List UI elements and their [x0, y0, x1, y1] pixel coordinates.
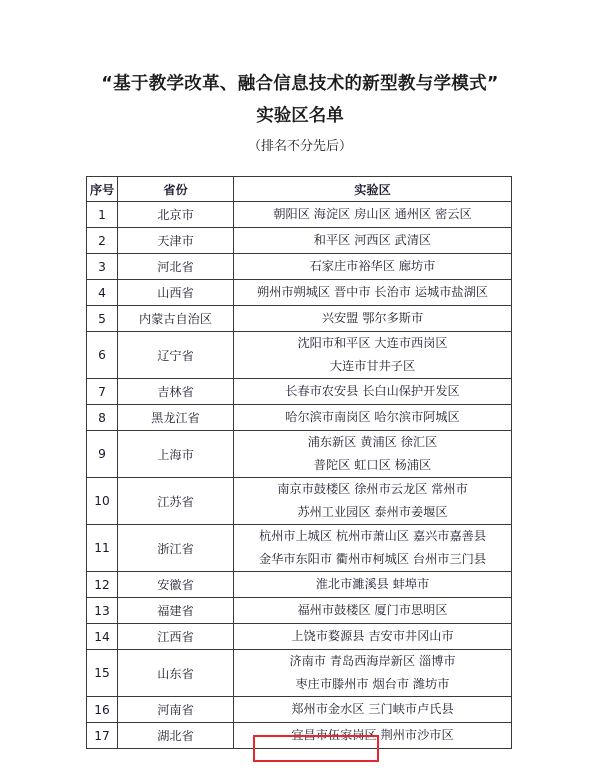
- zone-line: 大连市甘井子区: [329, 359, 416, 373]
- row-zones: [234, 306, 512, 332]
- row-number: 8: [87, 405, 118, 431]
- zone-line: 哈尔滨市南岗区 哈尔滨市阿城区: [285, 410, 460, 424]
- row-zones: [234, 598, 512, 624]
- header-no: 序号: [87, 177, 118, 202]
- document-title-line2: 实验区名单: [256, 106, 344, 126]
- row-province: 辽宁省: [118, 332, 234, 379]
- zone-line: 浦东新区 黄浦区 徐汇区: [307, 435, 438, 449]
- table-row: [87, 723, 512, 749]
- zone-line: 金华市东阳市 衢州市柯城区 台州市三门县: [258, 552, 487, 566]
- table-row: [87, 332, 512, 379]
- row-province: 天津市: [118, 228, 234, 254]
- row-number: 1: [87, 202, 118, 228]
- row-zones: [234, 572, 512, 598]
- table-row: [87, 379, 512, 405]
- table-row: [87, 431, 512, 478]
- table-row: [87, 478, 512, 525]
- zone-line: 南京市鼓楼区 徐州市云龙区 常州市: [277, 482, 468, 496]
- row-number: 4: [87, 280, 118, 306]
- document-title: “基于教学改革、融合信息技术的新型教与学模式”: [101, 74, 499, 94]
- row-zones: [234, 478, 512, 525]
- row-number: 2: [87, 228, 118, 254]
- row-province: 江苏省: [118, 478, 234, 525]
- row-number: 14: [87, 624, 118, 650]
- row-zones: [234, 405, 512, 431]
- zone-line: 枣庄市滕州市 烟台市 潍坊市: [295, 677, 450, 691]
- table-row: [87, 697, 512, 723]
- zone-line: 宜昌市伍家岗区 荆州市沙市区: [291, 728, 454, 742]
- zone-line: 兴安盟 鄂尔多斯市: [321, 311, 424, 325]
- row-province: 浙江省: [118, 525, 234, 572]
- zone-line: 上饶市婺源县 吉安市井冈山市: [291, 629, 454, 643]
- document-subtitle: （排名不分先后）: [247, 139, 352, 154]
- row-zones: [234, 624, 512, 650]
- zone-line: 济南市 青岛西海岸新区 淄博市: [289, 654, 456, 668]
- row-number: 9: [87, 431, 118, 478]
- table-row: [87, 624, 512, 650]
- zone-line: 石家庄市裕华区 廊坊市: [309, 259, 436, 273]
- table-header-row: [87, 177, 512, 202]
- experiment-zone-table: [86, 176, 512, 749]
- zone-line: 和平区 河西区 武清区: [313, 233, 432, 247]
- zone-line: 长春市农安县 长白山保护开发区: [285, 384, 460, 398]
- row-number: 3: [87, 254, 118, 280]
- table-row: [87, 598, 512, 624]
- row-zones: [234, 228, 512, 254]
- row-number: 10: [87, 478, 118, 525]
- row-number: 11: [87, 525, 118, 572]
- row-zones: [234, 202, 512, 228]
- table-row: [87, 306, 512, 332]
- row-province: 河北省: [118, 254, 234, 280]
- row-province: 山东省: [118, 650, 234, 697]
- table-row: [87, 228, 512, 254]
- table-row: [87, 202, 512, 228]
- row-province: 黑龙江省: [118, 405, 234, 431]
- row-province: 江西省: [118, 624, 234, 650]
- row-number: 12: [87, 572, 118, 598]
- row-zones: [234, 697, 512, 723]
- row-province: 吉林省: [118, 379, 234, 405]
- row-province: 福建省: [118, 598, 234, 624]
- row-number: 7: [87, 379, 118, 405]
- table-row: [87, 254, 512, 280]
- row-province: 上海市: [118, 431, 234, 478]
- table-row: [87, 525, 512, 572]
- row-zones: [234, 723, 512, 749]
- zone-line: 淮北市濉溪县 蚌埠市: [315, 577, 430, 591]
- header-zones: 实验区: [234, 177, 512, 202]
- zone-line: 郑州市金水区 三门峡市卢氏县: [291, 702, 454, 716]
- row-province: 安徽省: [118, 572, 234, 598]
- row-province: 山西省: [118, 280, 234, 306]
- row-province: 湖北省: [118, 723, 234, 749]
- header-province: 省份: [118, 177, 234, 202]
- table-row: [87, 280, 512, 306]
- row-number: 5: [87, 306, 118, 332]
- row-zones: [234, 332, 512, 379]
- zone-line: 普陀区 虹口区 杨浦区: [313, 458, 432, 472]
- row-number: 6: [87, 332, 118, 379]
- row-zones: [234, 254, 512, 280]
- zone-line: 杭州市上城区 杭州市萧山区 嘉兴市嘉善县: [258, 529, 487, 543]
- table-row: [87, 650, 512, 697]
- row-province: 北京市: [118, 202, 234, 228]
- row-zones: [234, 280, 512, 306]
- table-row: [87, 405, 512, 431]
- zone-line: 朝阳区 海淀区 房山区 通州区 密云区: [273, 207, 472, 221]
- row-zones: [234, 431, 512, 478]
- row-province: 内蒙古自治区: [118, 306, 234, 332]
- row-zones: [234, 525, 512, 572]
- row-province: 河南省: [118, 697, 234, 723]
- row-zones: [234, 650, 512, 697]
- table-row: [87, 572, 512, 598]
- zone-line: 福州市鼓楼区 厦门市思明区: [297, 603, 448, 617]
- zone-line: 苏州工业园区 泰州市姜堰区: [297, 505, 448, 519]
- row-number: 16: [87, 697, 118, 723]
- row-number: 17: [87, 723, 118, 749]
- row-number: 13: [87, 598, 118, 624]
- zone-line: 沈阳市和平区 大连市西岗区: [297, 336, 448, 350]
- row-zones: [234, 379, 512, 405]
- row-number: 15: [87, 650, 118, 697]
- zone-line: 朔州市朔城区 晋中市 长治市 运城市盐湖区: [257, 285, 488, 299]
